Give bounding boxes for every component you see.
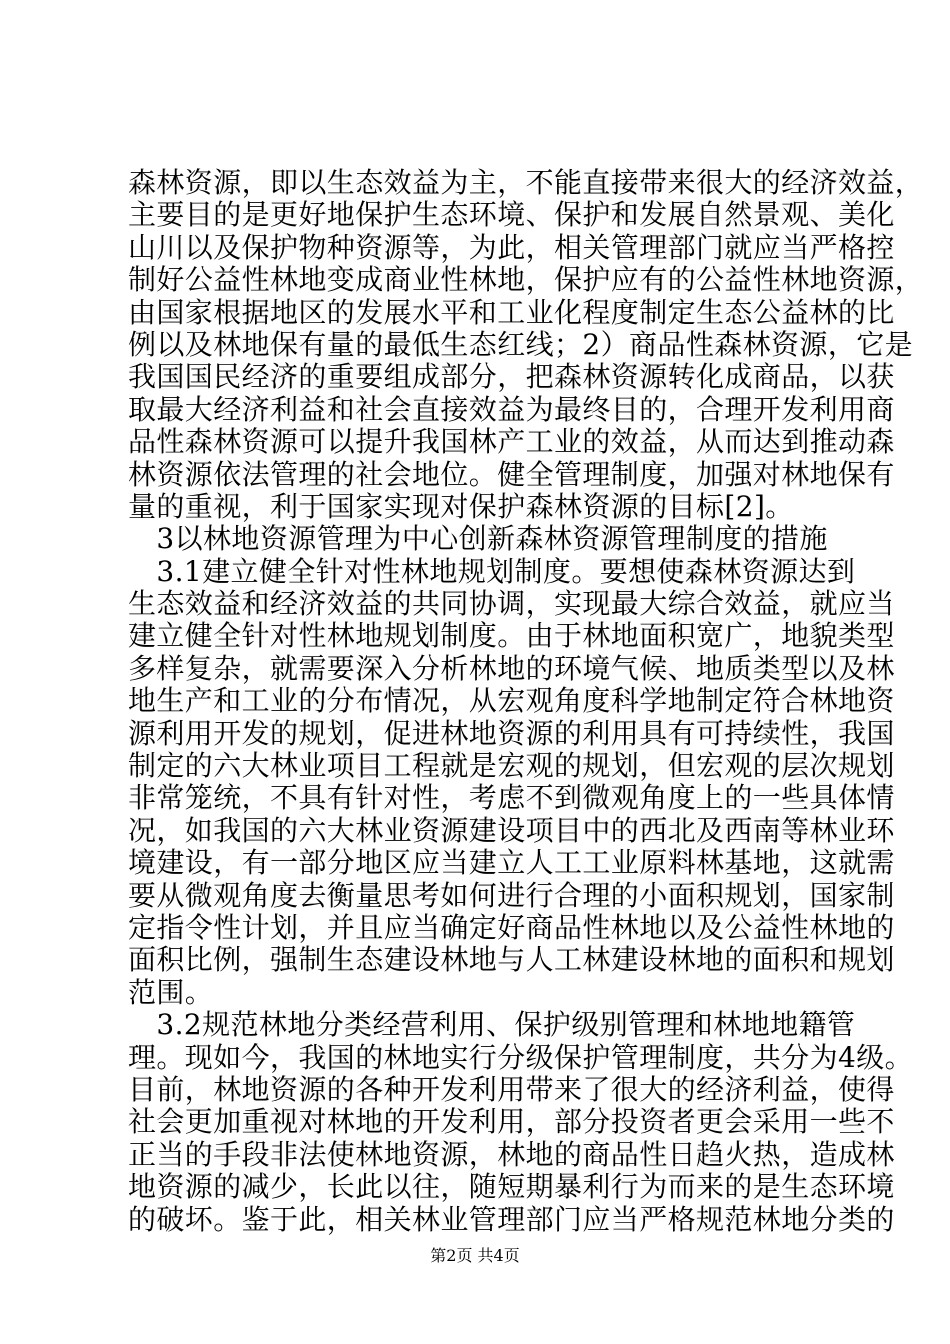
text-line: 3.2规范林地分类经营利用、保护级别管理和林地地籍管 xyxy=(128,1008,856,1042)
text-line: 森林资源，即以生态效益为主，不能直接带来很大的经济效益， xyxy=(128,166,924,199)
text-line: 的破坏。鉴于此，相关林业管理部门应当严格规范林地分类的 xyxy=(128,1202,895,1236)
text-line: 林资源依法管理的社会地位。健全管理制度，加强对林地保有 xyxy=(128,457,895,491)
document-body xyxy=(128,166,924,1236)
section-heading-3 xyxy=(128,523,843,555)
text-line: 理。现如今，我国的林地实行分级保护管理制度，共分为4级。 xyxy=(128,1040,914,1074)
text-line: 量的重视，利于国家实现对保护森林资源的目标[2]。 xyxy=(128,489,794,523)
text-line: 地资源的减少，长此以往，随短期暴利行为而来的是生态环境 xyxy=(128,1170,895,1204)
text-line: 制定的六大林业项目工程就是宏观的规划，但宏观的层次规划 xyxy=(128,749,895,783)
text-line: 要从微观角度去衡量思考如何进行合理的小面积规划，国家制 xyxy=(128,878,895,912)
text-line: 目前，林地资源的各种开发利用带来了很大的经济利益，使得 xyxy=(128,1072,895,1106)
text-line: 定指令性计划，并且应当确定好商品性林地以及公益性林地的 xyxy=(128,910,895,944)
text-line: 建立健全针对性林地规划制度。由于林地面积宽广，地貌类型 xyxy=(128,619,895,653)
text-line: 况，如我国的六大林业资源建设项目中的西北及西南等林业环 xyxy=(128,813,895,847)
text-line: 品性森林资源可以提升我国林产工业的效益，从而达到推动森 xyxy=(128,425,895,459)
paragraph-3-2-classification-management xyxy=(128,1008,914,1236)
text-line: 源利用开发的规划，促进林地资源的利用具有可持续性，我国 xyxy=(128,716,895,750)
text-line: 非常笼统，不具有针对性，考虑不到微观角度上的一些具体情 xyxy=(128,781,895,815)
text-line: 例以及林地保有量的最低生态红线；2）商品性森林资源，它是 xyxy=(128,327,914,361)
text-line: 主要目的是更好地保护生态环境、保护和发展自然景观、美化 xyxy=(128,198,895,232)
text-line: 多样复杂，就需要深入分析林地的环境气候、地质类型以及林 xyxy=(128,651,895,685)
text-line: 面积比例，强制生态建设林地与人工林建设林地的面积和规划 xyxy=(128,943,895,977)
heading-line: 3以林地资源管理为中心创新森林资源管理制度的措施 xyxy=(128,522,828,556)
text-line: 山川以及保护物种资源等，为此，相关管理部门就应当严格控 xyxy=(128,230,895,264)
page-footer xyxy=(0,1246,950,1266)
text-line: 制好公益性林地变成商业性林地，保护应有的公益性林地资源， xyxy=(128,263,924,297)
text-line: 境建设，有一部分地区应当建立人工工业原料林基地，这就需 xyxy=(128,846,895,880)
text-line: 3.1建立健全针对性林地规划制度。要想使森林资源达到 xyxy=(128,554,856,588)
paragraph-3-1-planning-system xyxy=(128,554,895,1009)
text-line: 地生产和工业的分布情况，从宏观角度科学地制定符合林地资 xyxy=(128,684,895,718)
text-line: 我国国民经济的重要组成部分，把森林资源转化成商品，以获 xyxy=(128,360,895,394)
text-line: 社会更加重视对林地的开发利用，部分投资者更会采用一些不 xyxy=(128,1105,895,1139)
paragraph-forest-resource-types xyxy=(128,166,924,523)
text-line: 取最大经济利益和社会直接效益为最终目的，合理开发利用商 xyxy=(128,392,895,426)
text-line: 范围。 xyxy=(128,975,214,1009)
page-number-label: 第2页 共4页 xyxy=(430,1246,520,1265)
text-line: 正当的手段非法使林地资源，林地的商品性日趋火热，造成林 xyxy=(128,1137,895,1171)
text-line: 由国家根据地区的发展水平和工业化程度制定生态公益林的比 xyxy=(128,295,895,329)
text-line: 生态效益和经济效益的共同协调，实现最大综合效益，就应当 xyxy=(128,587,895,621)
